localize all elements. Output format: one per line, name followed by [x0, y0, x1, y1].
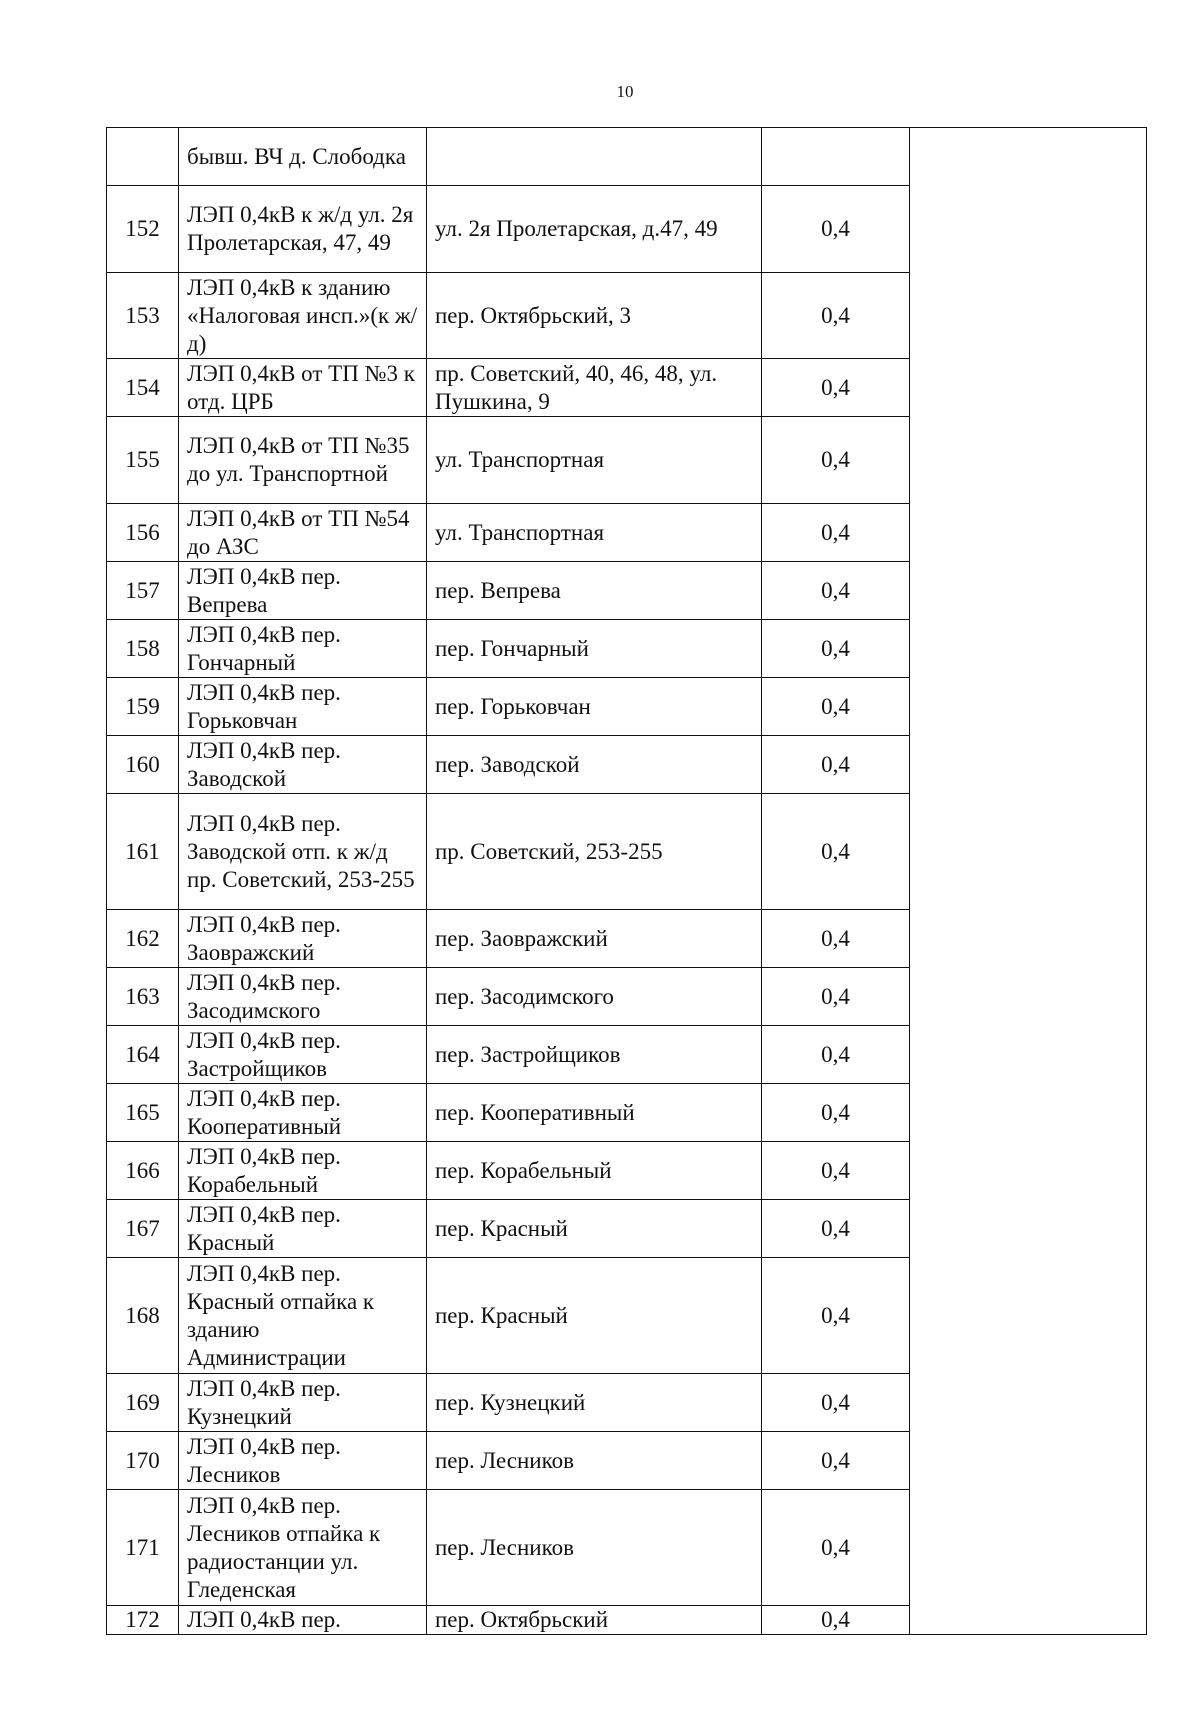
- row-number: 160: [107, 736, 179, 794]
- row-number: 164: [107, 1026, 179, 1084]
- empty-cell: [910, 1258, 1147, 1374]
- line-name: ЛЭП 0,4кВ пер. Красный отпайка к зданию Администрации: [179, 1258, 427, 1374]
- empty-cell: [910, 1432, 1147, 1490]
- empty-cell: [910, 1490, 1147, 1606]
- table-row: [107, 1490, 1147, 1606]
- power-lines-table: [106, 127, 1147, 1635]
- line-name: ЛЭП 0,4кВ пер. Засодимского: [179, 968, 427, 1026]
- line-address: пер. Застройщиков: [427, 1026, 762, 1084]
- table-row: [107, 1374, 1147, 1432]
- row-number: 162: [107, 910, 179, 968]
- line-address: пер. Кооперативный: [427, 1084, 762, 1142]
- line-address: пер. Октябрьский: [427, 1606, 762, 1635]
- row-number: 161: [107, 794, 179, 910]
- table-row: [107, 359, 1147, 417]
- voltage-value: 0,4: [762, 562, 910, 620]
- empty-cell: [910, 910, 1147, 968]
- line-name: ЛЭП 0,4кВ пер. Горьковчан: [179, 678, 427, 736]
- row-number: 165: [107, 1084, 179, 1142]
- line-name: ЛЭП 0,4кВ от ТП №54 до АЗС: [179, 504, 427, 562]
- empty-cell: [910, 562, 1147, 620]
- line-address: пер. Засодимского: [427, 968, 762, 1026]
- line-address: пер. Гончарный: [427, 620, 762, 678]
- voltage-value: [762, 128, 910, 186]
- row-number: 154: [107, 359, 179, 417]
- row-number: 156: [107, 504, 179, 562]
- empty-cell: [910, 417, 1147, 504]
- line-name: ЛЭП 0,4кВ от ТП №35 до ул. Транспортной: [179, 417, 427, 504]
- table-row: [107, 1142, 1147, 1200]
- row-number: 168: [107, 1258, 179, 1374]
- empty-cell: [910, 186, 1147, 273]
- line-name: ЛЭП 0,4кВ пер. Заводской: [179, 736, 427, 794]
- line-address: [427, 128, 762, 186]
- row-number: 153: [107, 273, 179, 359]
- row-number: 157: [107, 562, 179, 620]
- line-address: пр. Советский, 253-255: [427, 794, 762, 910]
- empty-cell: [910, 504, 1147, 562]
- empty-cell: [910, 794, 1147, 910]
- table-row: [107, 1200, 1147, 1258]
- line-address: пер. Октябрьский, 3: [427, 273, 762, 359]
- table-row: [107, 1432, 1147, 1490]
- row-number: 166: [107, 1142, 179, 1200]
- table-row: [107, 1026, 1147, 1084]
- line-address: ул. 2я Пролетарская, д.47, 49: [427, 186, 762, 273]
- table-row: [107, 504, 1147, 562]
- row-number: 172: [107, 1606, 179, 1635]
- row-number: 163: [107, 968, 179, 1026]
- empty-cell: [910, 1374, 1147, 1432]
- voltage-value: 0,4: [762, 1200, 910, 1258]
- voltage-value: 0,4: [762, 1490, 910, 1606]
- line-address: пер. Корабельный: [427, 1142, 762, 1200]
- voltage-value: 0,4: [762, 794, 910, 910]
- voltage-value: 0,4: [762, 359, 910, 417]
- voltage-value: 0,4: [762, 910, 910, 968]
- line-address: пер. Горьковчан: [427, 678, 762, 736]
- line-address: пер. Красный: [427, 1258, 762, 1374]
- empty-cell: [910, 1084, 1147, 1142]
- voltage-value: 0,4: [762, 186, 910, 273]
- line-address: пер. Красный: [427, 1200, 762, 1258]
- line-name: ЛЭП 0,4кВ от ТП №3 к отд. ЦРБ: [179, 359, 427, 417]
- empty-cell: [910, 1142, 1147, 1200]
- line-name: ЛЭП 0,4кВ пер. Лесников отпайка к радиостанции ул. Гледенская: [179, 1490, 427, 1606]
- row-number: 155: [107, 417, 179, 504]
- row-number: 170: [107, 1432, 179, 1490]
- line-name: ЛЭП 0,4кВ пер.: [179, 1606, 427, 1635]
- line-address: пер. Заовражский: [427, 910, 762, 968]
- line-name: ЛЭП 0,4кВ пер. Красный: [179, 1200, 427, 1258]
- voltage-value: 0,4: [762, 620, 910, 678]
- row-number: 152: [107, 186, 179, 273]
- empty-cell: [910, 736, 1147, 794]
- empty-cell: [910, 1606, 1147, 1635]
- table-row: [107, 417, 1147, 504]
- line-address: пер. Лесников: [427, 1490, 762, 1606]
- table-row: [107, 968, 1147, 1026]
- line-name: ЛЭП 0,4кВ пер. Лесников: [179, 1432, 427, 1490]
- row-number: 171: [107, 1490, 179, 1606]
- table-row: [107, 1606, 1147, 1635]
- line-name: ЛЭП 0,4кВ пер. Кооперативный: [179, 1084, 427, 1142]
- line-address: пер. Заводской: [427, 736, 762, 794]
- empty-cell: [910, 359, 1147, 417]
- line-name: ЛЭП 0,4кВ пер. Вепрева: [179, 562, 427, 620]
- line-name: ЛЭП 0,4кВ пер. Гончарный: [179, 620, 427, 678]
- table-row: [107, 678, 1147, 736]
- voltage-value: 0,4: [762, 1432, 910, 1490]
- table-row: [107, 273, 1147, 359]
- table-row: [107, 562, 1147, 620]
- line-address: пер. Вепрева: [427, 562, 762, 620]
- line-name: ЛЭП 0,4кВ к ж/д ул. 2я Пролетарская, 47, 49: [179, 186, 427, 273]
- line-address: пер. Лесников: [427, 1432, 762, 1490]
- line-name: ЛЭП 0,4кВ пер. Корабельный: [179, 1142, 427, 1200]
- row-number: [107, 128, 179, 186]
- line-name: ЛЭП 0,4кВ пер. Застройщиков: [179, 1026, 427, 1084]
- table-row: [107, 736, 1147, 794]
- empty-cell: [910, 273, 1147, 359]
- row-number: 159: [107, 678, 179, 736]
- empty-cell: [910, 968, 1147, 1026]
- line-address: ул. Транспортная: [427, 504, 762, 562]
- line-name: ЛЭП 0,4кВ пер. Заводской отп. к ж/д пр. Советский, 253-255: [179, 794, 427, 910]
- row-number: 167: [107, 1200, 179, 1258]
- voltage-value: 0,4: [762, 504, 910, 562]
- voltage-value: 0,4: [762, 1084, 910, 1142]
- line-name: ЛЭП 0,4кВ пер. Заовражский: [179, 910, 427, 968]
- voltage-value: 0,4: [762, 736, 910, 794]
- line-address: пер. Кузнецкий: [427, 1374, 762, 1432]
- line-name: бывш. ВЧ д. Слободка: [179, 128, 427, 186]
- table-row: [107, 186, 1147, 273]
- voltage-value: 0,4: [762, 678, 910, 736]
- voltage-value: 0,4: [762, 1142, 910, 1200]
- voltage-value: 0,4: [762, 1606, 910, 1635]
- voltage-value: 0,4: [762, 1374, 910, 1432]
- page-number: 10: [616, 82, 634, 101]
- voltage-value: 0,4: [762, 968, 910, 1026]
- row-number: 169: [107, 1374, 179, 1432]
- empty-cell: [910, 128, 1147, 186]
- voltage-value: 0,4: [762, 273, 910, 359]
- table-row: [107, 794, 1147, 910]
- table-row: [107, 1258, 1147, 1374]
- voltage-value: 0,4: [762, 1258, 910, 1374]
- empty-cell: [910, 1026, 1147, 1084]
- voltage-value: 0,4: [762, 1026, 910, 1084]
- empty-cell: [910, 620, 1147, 678]
- line-address: пр. Советский, 40, 46, 48, ул. Пушкина, 9: [427, 359, 762, 417]
- empty-cell: [910, 678, 1147, 736]
- empty-cell: [910, 1200, 1147, 1258]
- voltage-value: 0,4: [762, 417, 910, 504]
- line-name: ЛЭП 0,4кВ пер. Кузнецкий: [179, 1374, 427, 1432]
- table-row: [107, 128, 1147, 186]
- table-row: [107, 910, 1147, 968]
- row-number: 158: [107, 620, 179, 678]
- line-address: ул. Транспортная: [427, 417, 762, 504]
- table-row: [107, 620, 1147, 678]
- table-row: [107, 1084, 1147, 1142]
- line-name: ЛЭП 0,4кВ к зданию «Налоговая инсп.»(к ж/д): [179, 273, 427, 359]
